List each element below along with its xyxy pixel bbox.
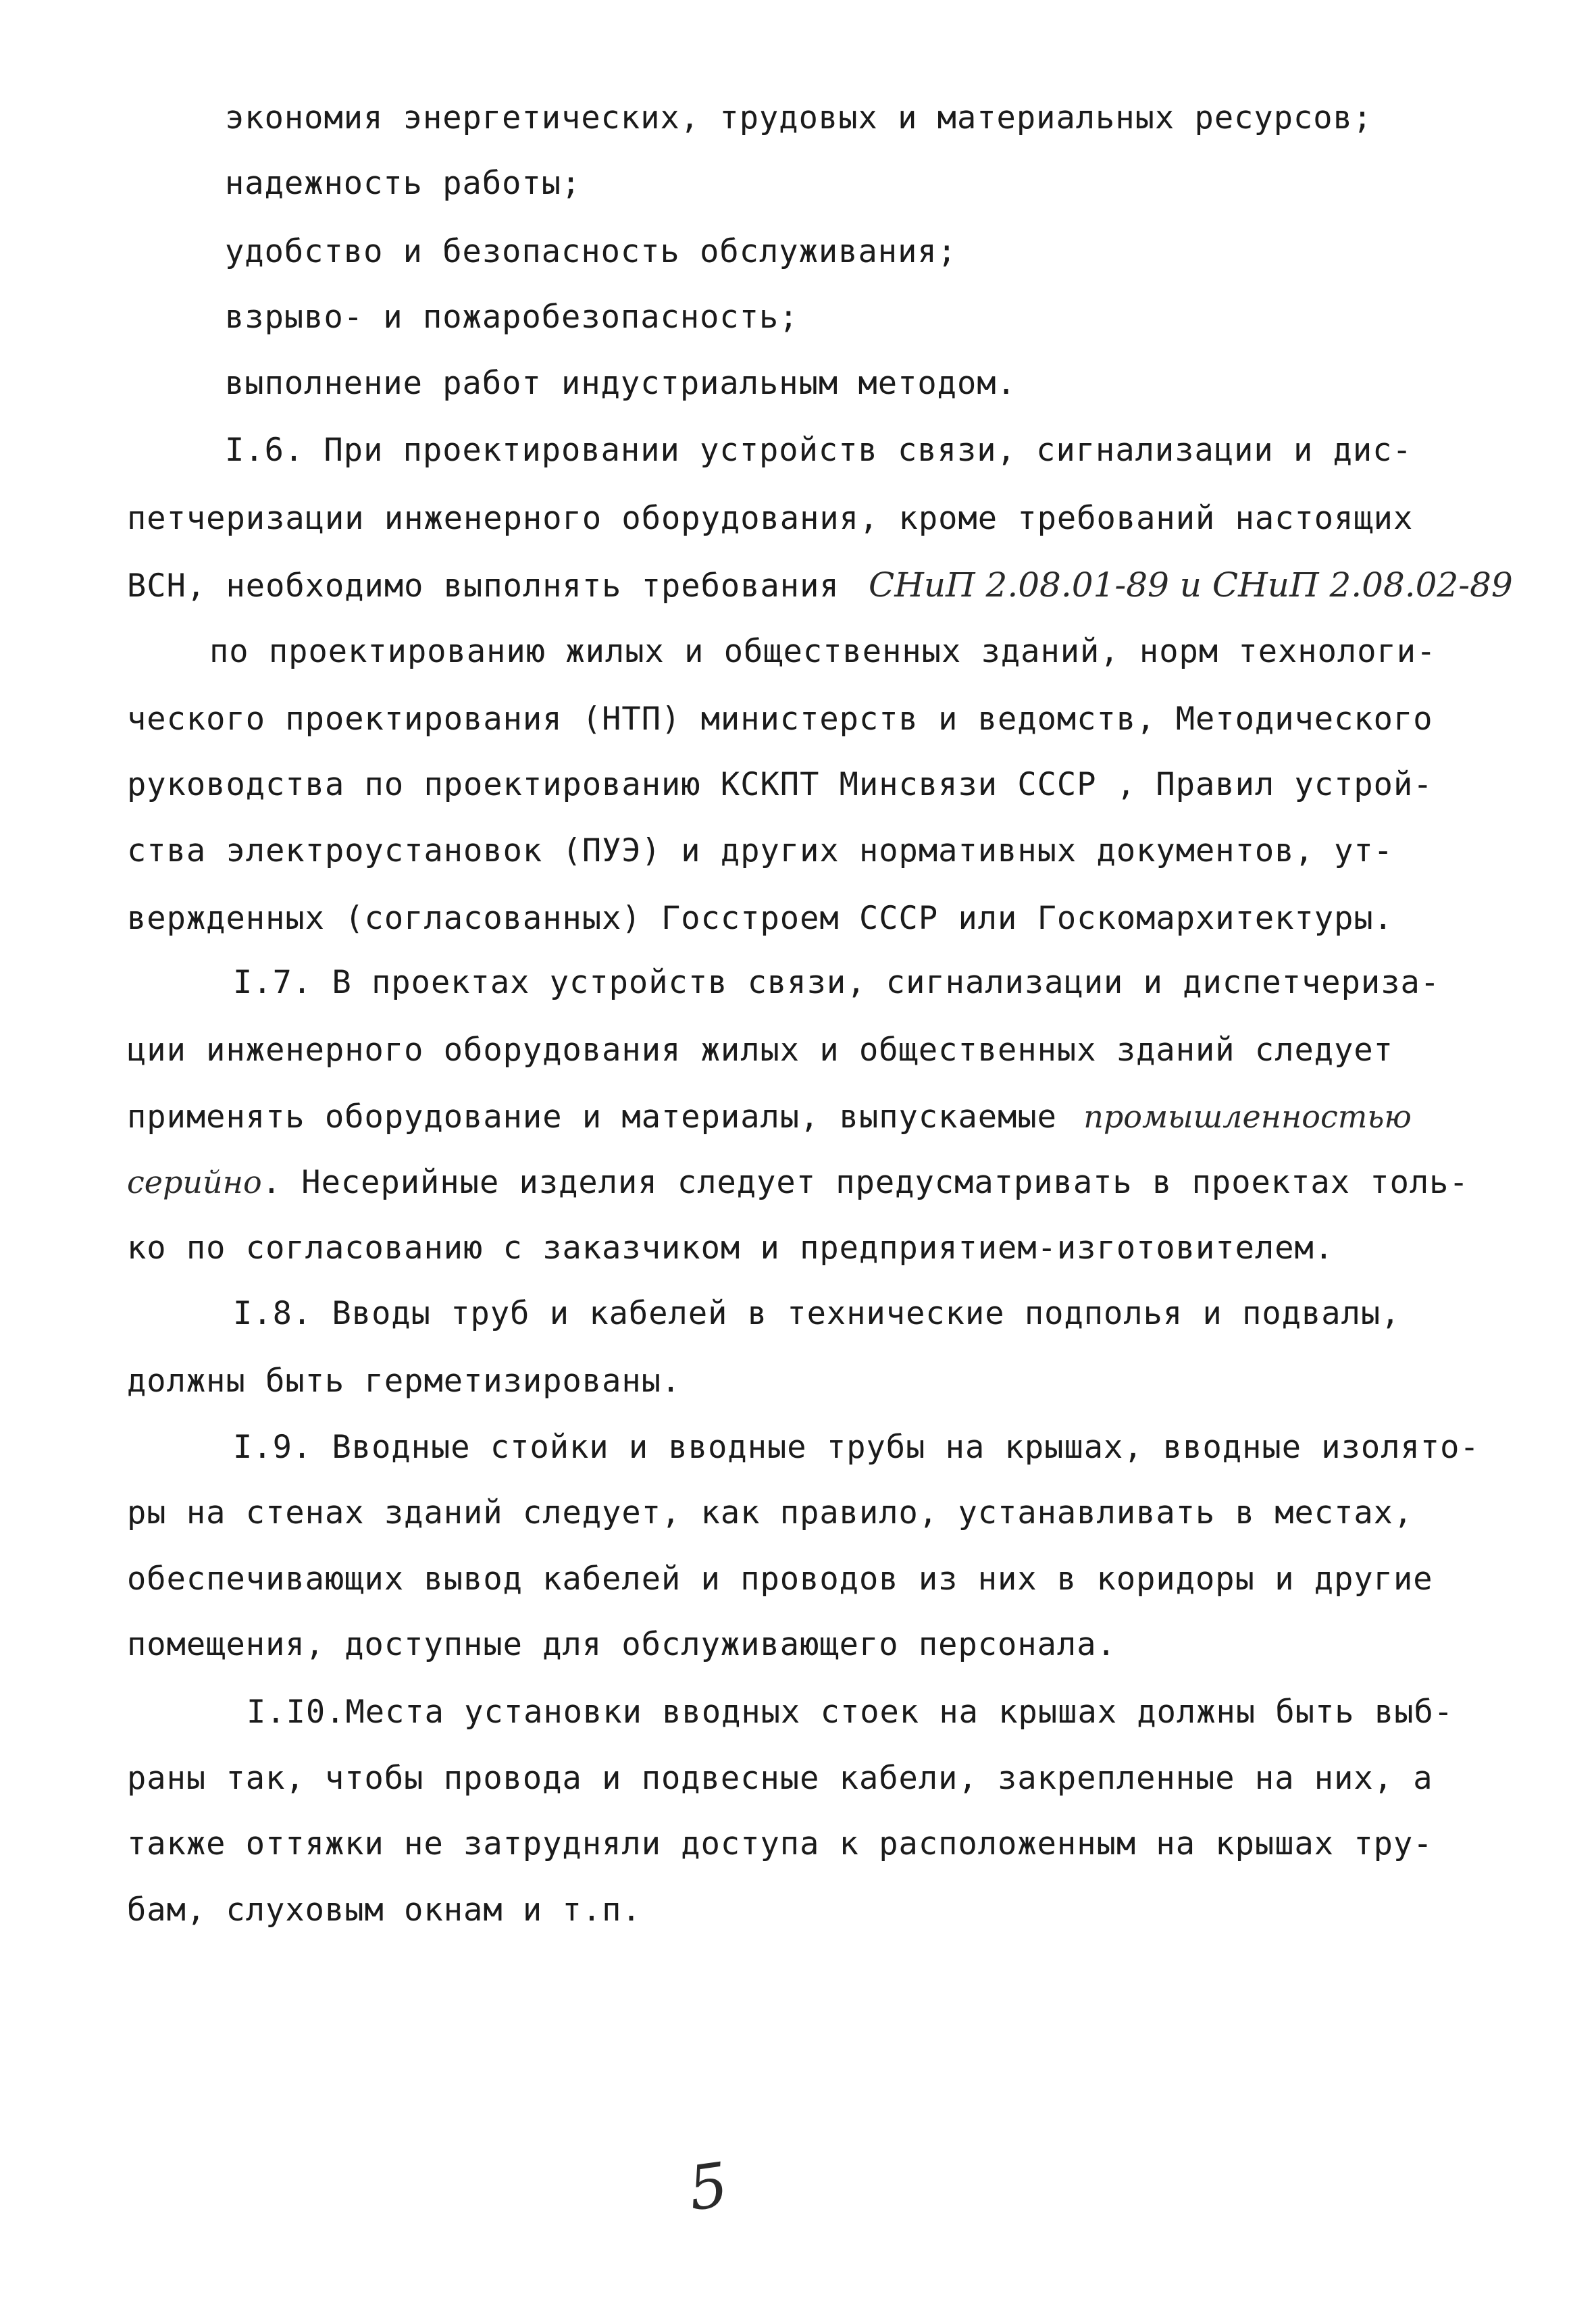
text-line: удобство и безопасность обслуживания;	[225, 233, 957, 270]
text-line: обеспечивающих вывод кабелей и проводов из них в коридоры и другие	[127, 1560, 1433, 1598]
text-line: должны быть герметизированы.	[127, 1363, 681, 1400]
text-line: вержденных (согласованных) Госстроем СССР или Госкомархитектуры.	[127, 900, 1393, 937]
text-line	[127, 1162, 1469, 1203]
text-line	[127, 1096, 1412, 1138]
handwritten-snip-reference: СНиП 2.08.01-89 и СНиП 2.08.02-89	[868, 565, 1513, 605]
text-line: экономия энергетических, трудовых и материальных ресурсов;	[225, 99, 1373, 136]
text-line: I.8. Вводы труб и кабелей в технические подполья и подвалы,	[233, 1295, 1401, 1332]
text-line: ческого проектирования (НТП) министерств и ведомств, Методического	[127, 701, 1433, 738]
handwritten-industry: промышленностью	[1083, 1098, 1412, 1135]
text-line: I.9. Вводные стойки и вводные трубы на крышах, вводные изолято-	[233, 1429, 1480, 1466]
text-line: взрыво- и пожаробезопасность;	[225, 299, 799, 336]
text-line	[127, 565, 1513, 607]
text-line: надежность работы;	[225, 165, 582, 202]
text-segment: применять оборудование и материалы, выпускаемые	[127, 1098, 1057, 1136]
text-line: выполнение работ индустриальным методом.	[225, 365, 1016, 402]
text-line: ры на стенах зданий следует, как правило, устанавливать в местах,	[127, 1494, 1414, 1531]
text-line: I.6. При проектировании устройств связи, сигнализации и дис-	[225, 432, 1412, 469]
text-line: по проектированию жилых и общественных зданий, норм технологи-	[209, 633, 1437, 670]
text-segment: . Несерийные изделия следует предусматривать в проектах толь-	[261, 1164, 1469, 1201]
text-line: также оттяжки не затрудняли доступа к расположенным на крышах тру-	[127, 1825, 1433, 1862]
text-line: I.I0.Места установки вводных стоек на крышах должны быть выб-	[247, 1694, 1454, 1731]
text-line: раны так, чтобы провода и подвесные кабели, закрепленные на них, а	[127, 1760, 1433, 1797]
text-line: руководства по проектированию КСКПТ Минсвязи СССР , Правил устрой-	[127, 766, 1433, 803]
text-line: бам, слуховым окнам и т.п.	[127, 1891, 642, 1929]
text-line: ко по согласованию с заказчиком и предприятием-изготовителем.	[127, 1229, 1335, 1267]
text-segment: ВСН, необходимо выполнять требования	[127, 567, 840, 605]
handwritten-serial: серийно	[127, 1164, 262, 1200]
text-line: ства электроустановок (ПУЭ) и других нормативных документов, ут-	[127, 832, 1393, 869]
text-line: петчеризации инженерного оборудования, кроме требований настоящих	[127, 500, 1414, 537]
text-line: помещения, доступные для обслуживающего персонала.	[127, 1626, 1116, 1663]
page-number: 5	[684, 2149, 733, 2225]
text-line: I.7. В проектах устройств связи, сигнализации и диспетчериза-	[233, 964, 1441, 1001]
text-line: ции инженерного оборудования жилых и общественных зданий следует	[127, 1032, 1393, 1069]
